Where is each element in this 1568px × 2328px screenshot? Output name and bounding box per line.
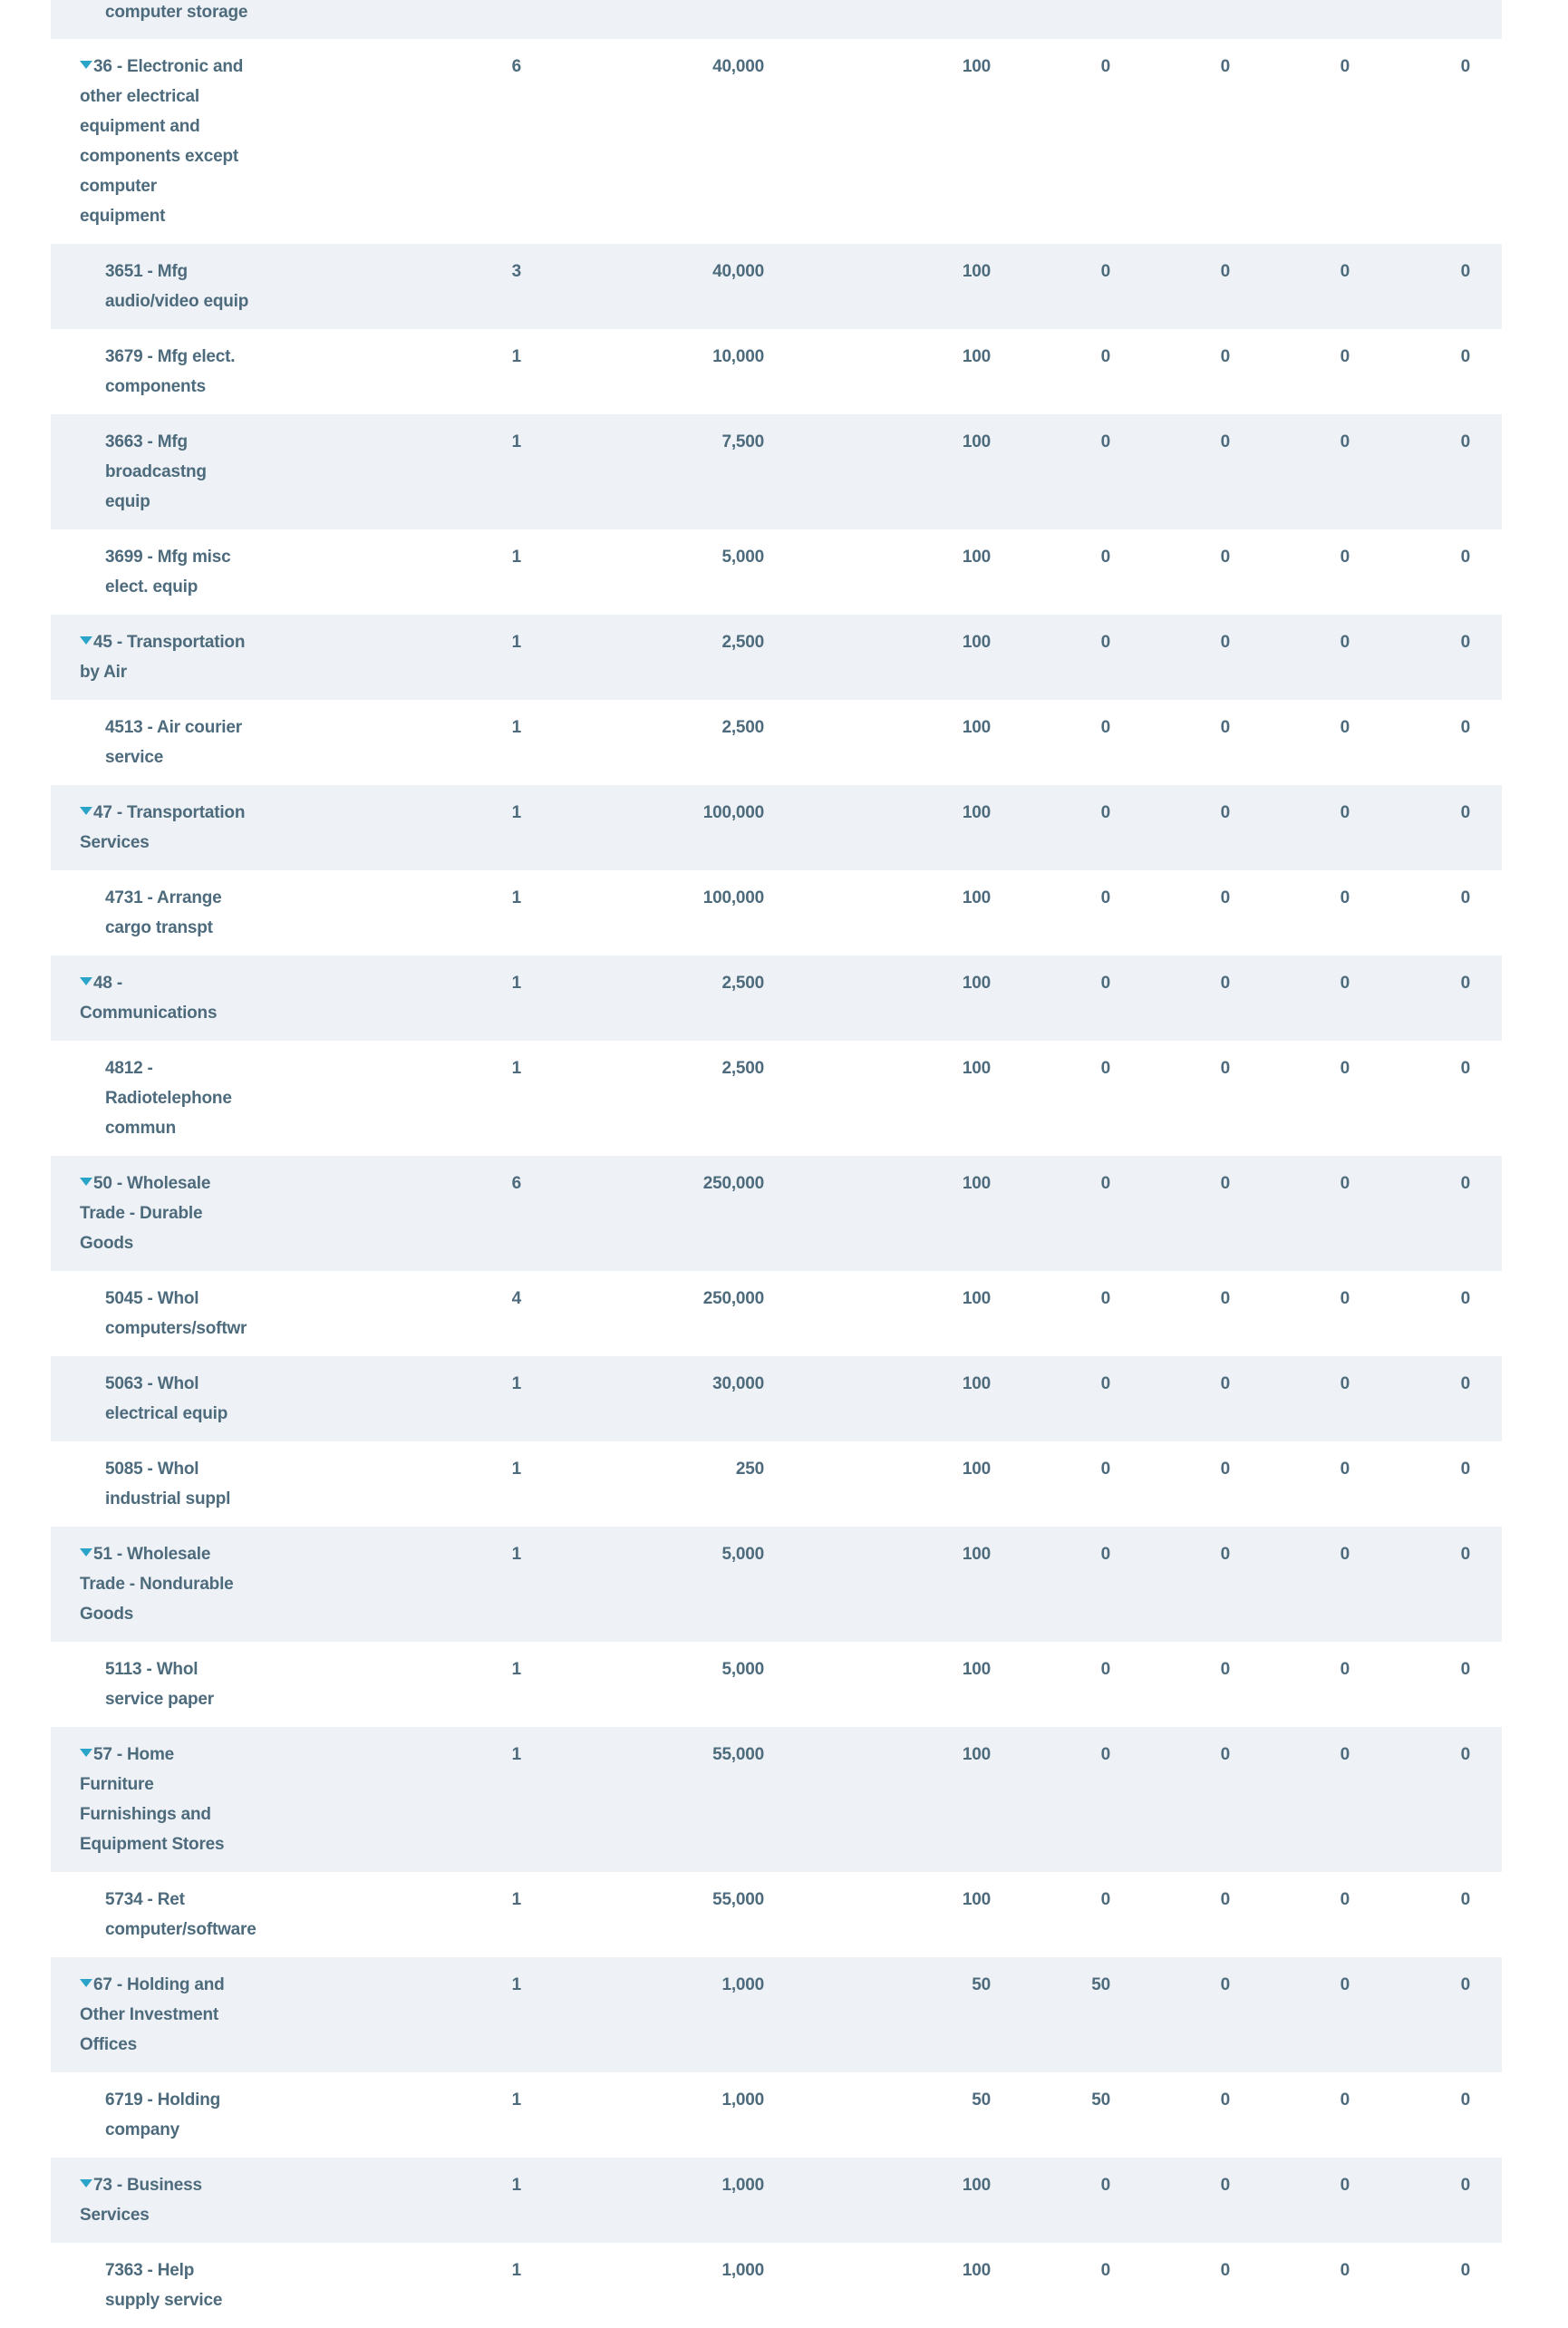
doc-count-cell: 1 [511,1660,521,1679]
industry-group-row[interactable] [51,955,1502,1041]
value-col-5-cell: 0 [1460,548,1470,567]
industry-name-cell [51,1284,386,1343]
value-col-1-cell: 100 [962,1289,991,1308]
shares-cell: 1,000 [721,1975,764,1994]
shares-cell: 250,000 [702,1174,764,1193]
value-col-3-cell: 0 [1220,1975,1230,1994]
value-col-2-cell: 0 [1100,1374,1110,1393]
collapse-triangle-icon[interactable] [80,977,92,985]
industry-name-line: computers/softwr [105,1319,247,1338]
value-col-1-cell: 100 [962,1745,991,1764]
value-col-4-cell: 0 [1340,1174,1350,1193]
industry-name-line: audio/video equip [105,292,249,311]
shares-cell: 1,000 [721,2090,764,2110]
value-col-3-cell: 0 [1220,262,1230,281]
industry-name-line: 36 - Electronic and [80,52,386,82]
value-col-2-cell: 0 [1100,432,1110,451]
industry-name-line: Other Investment [80,2005,219,2024]
industry-name-line: 50 - Wholesale [80,1169,386,1198]
industry-name-line: 5063 - Whol [105,1374,199,1393]
industry-name-line: 67 - Holding and [80,1970,386,2000]
industry-name-line: 47 - Transportation [80,798,386,828]
doc-count-cell: 1 [511,1460,521,1479]
value-col-5-cell: 0 [1460,1745,1470,1764]
industry-name-line: 3679 - Mfg elect. [105,347,236,366]
industry-group-row[interactable] [51,1727,1502,1872]
industry-name-line: elect. equip [105,577,198,597]
value-col-5-cell: 0 [1460,888,1470,907]
industry-name-line: industrial suppl [105,1489,231,1508]
industry-name-line: electrical equip [105,1404,228,1423]
doc-count-cell: 1 [511,803,521,822]
value-col-1-cell: 100 [962,1059,991,1078]
industry-child-row[interactable] [51,1271,1502,1356]
industry-name-line: 3699 - Mfg misc [105,548,231,567]
industry-name-line: commun [105,1119,176,1138]
value-col-3-cell: 0 [1220,1374,1230,1393]
industry-name-line: 7363 - Help [105,2261,195,2280]
industry-name-cell [51,1539,386,1629]
doc-count-cell: 1 [511,548,521,567]
industry-name-cell [51,342,386,402]
industry-name-cell [51,0,386,27]
value-col-2-cell: 0 [1100,347,1110,366]
industry-name-cell [51,1970,386,2060]
value-col-5-cell: 0 [1460,2090,1470,2110]
industry-child-row[interactable] [51,2072,1502,2158]
industry-name-cell [51,1169,386,1258]
doc-count-cell: 4 [511,1289,521,1308]
doc-count-cell: 1 [511,1374,521,1393]
value-col-1-cell: 100 [962,888,991,907]
value-col-4-cell: 0 [1340,974,1350,993]
industry-group-row[interactable] [51,2158,1502,2243]
value-col-4-cell: 0 [1340,1059,1350,1078]
value-col-3-cell: 0 [1220,1289,1230,1308]
value-col-5-cell: 0 [1460,718,1470,737]
shares-cell: 7,500 [721,432,764,451]
value-col-1-cell: 100 [962,432,991,451]
value-col-4-cell: 0 [1340,1660,1350,1679]
value-col-2-cell: 0 [1100,1059,1110,1078]
shares-cell: 55,000 [712,1745,764,1764]
doc-count-cell: 1 [511,1975,521,1994]
industry-name-cell [51,798,386,858]
value-col-5-cell: 0 [1460,1660,1470,1679]
value-col-1-cell: 100 [962,2261,991,2280]
industry-name-cell [51,2085,386,2145]
value-col-1-cell: 100 [962,548,991,567]
industry-name-cell [51,1885,386,1945]
value-col-1-cell: 100 [962,974,991,993]
value-col-5-cell: 0 [1460,1890,1470,1909]
value-col-4-cell: 0 [1340,1745,1350,1764]
shares-cell: 250 [735,1460,764,1479]
value-col-1-cell: 100 [962,803,991,822]
industry-child-row[interactable] [51,1356,1502,1441]
value-col-1-cell: 100 [962,718,991,737]
industry-name-line: 3663 - Mfg [105,432,188,451]
doc-count-cell: 1 [511,718,521,737]
industry-name-cell [51,1654,386,1714]
value-col-1-cell: 100 [962,2176,991,2195]
value-col-5-cell: 0 [1460,1545,1470,1564]
industry-name-line: equipment [80,207,166,226]
industry-name-line: broadcastng [105,462,207,481]
value-col-2-cell: 0 [1100,57,1110,76]
shares-cell: 250,000 [702,1289,764,1308]
value-col-3-cell: 0 [1220,1460,1230,1479]
industry-name-line: other electrical [80,87,199,106]
industry-child-row[interactable] [51,0,1502,39]
shares-cell: 2,500 [721,718,764,737]
doc-count-cell: 1 [511,2176,521,2195]
value-col-2-cell: 0 [1100,2176,1110,2195]
shares-cell: 2,500 [721,974,764,993]
industry-group-row[interactable] [51,1527,1502,1642]
industry-group-row[interactable] [51,785,1502,870]
value-col-5-cell: 0 [1460,1059,1470,1078]
value-col-5-cell: 0 [1460,974,1470,993]
industry-name-line: Radiotelephone [105,1089,232,1108]
value-col-3-cell: 0 [1220,432,1230,451]
value-col-4-cell: 0 [1340,262,1350,281]
industry-name-line: computer/software [105,1920,256,1939]
value-col-4-cell: 0 [1340,432,1350,451]
industry-child-row[interactable] [51,700,1502,785]
doc-count-cell: 1 [511,633,521,652]
value-col-4-cell: 0 [1340,2261,1350,2280]
value-col-4-cell: 0 [1340,1975,1350,1994]
shares-cell: 40,000 [712,57,764,76]
value-col-4-cell: 0 [1340,1460,1350,1479]
shares-cell: 40,000 [712,262,764,281]
value-col-3-cell: 0 [1220,1174,1230,1193]
industry-name-cell [51,968,386,1028]
industry-name-line: Goods [80,1234,134,1253]
value-col-2-cell: 0 [1100,803,1110,822]
value-col-1-cell: 100 [962,1890,991,1909]
industry-name-cell [51,2170,386,2230]
value-col-2-cell: 50 [1091,2090,1110,2110]
industry-child-row[interactable] [51,1041,1502,1156]
industry-name-line: equip [105,492,150,511]
value-col-2-cell: 0 [1100,974,1110,993]
industry-child-row[interactable] [51,1872,1502,1957]
value-col-2-cell: 0 [1100,1174,1110,1193]
value-col-2-cell: 0 [1100,2261,1110,2280]
value-col-2-cell: 0 [1100,262,1110,281]
industry-name-line: service paper [105,1690,214,1709]
value-col-4-cell: 0 [1340,548,1350,567]
value-col-5-cell: 0 [1460,1289,1470,1308]
shares-cell: 100,000 [702,803,764,822]
industry-name-line: 3651 - Mfg [105,262,188,281]
industry-name-cell [51,257,386,316]
industry-child-row[interactable] [51,2243,1502,2328]
doc-count-cell: 1 [511,974,521,993]
value-col-4-cell: 0 [1340,1890,1350,1909]
value-col-3-cell: 0 [1220,1890,1230,1909]
industry-name-line: Communications [80,1004,218,1023]
industry-name-line: company [105,2120,180,2139]
industry-name-line: 4731 - Arrange [105,888,222,907]
value-col-1-cell: 100 [962,1660,991,1679]
industry-name-line: 73 - Business [80,2170,386,2200]
doc-count-cell: 1 [511,432,521,451]
industry-name-line: supply service [105,2291,223,2310]
value-col-3-cell: 0 [1220,1745,1230,1764]
sic-industry-grid [51,0,1502,2328]
value-col-1-cell: 50 [972,1975,991,1994]
industry-name-line: 45 - Transportation [80,627,386,657]
industry-name-line: 5113 - Whol [105,1660,198,1679]
value-col-3-cell: 0 [1220,1545,1230,1564]
value-col-3-cell: 0 [1220,718,1230,737]
industry-name-line: computer [80,177,157,196]
doc-count-cell: 6 [511,57,521,76]
industry-name-line: computer storage [105,3,248,22]
value-col-3-cell: 0 [1220,803,1230,822]
value-col-5-cell: 0 [1460,432,1470,451]
industry-name-line: 51 - Wholesale [80,1539,386,1569]
value-col-2-cell: 0 [1100,718,1110,737]
value-col-3-cell: 0 [1220,347,1230,366]
industry-name-line: by Air [80,663,127,682]
shares-cell: 30,000 [712,1374,764,1393]
value-col-4-cell: 0 [1340,347,1350,366]
value-col-1-cell: 100 [962,633,991,652]
doc-count-cell: 1 [511,1745,521,1764]
value-col-4-cell: 0 [1340,57,1350,76]
industry-name-line: components except [80,147,239,166]
value-col-5-cell: 0 [1460,1174,1470,1193]
doc-count-cell: 1 [511,2261,521,2280]
value-col-4-cell: 0 [1340,1289,1350,1308]
value-col-4-cell: 0 [1340,888,1350,907]
value-col-4-cell: 0 [1340,2176,1350,2195]
industry-name-cell [51,2255,386,2315]
collapse-triangle-icon[interactable] [80,636,92,645]
industry-name-line: 57 - Home [80,1740,386,1770]
doc-count-cell: 1 [511,1059,521,1078]
value-col-3-cell: 0 [1220,2176,1230,2195]
value-col-2-cell: 0 [1100,633,1110,652]
collapse-triangle-icon[interactable] [80,2179,92,2187]
value-col-5-cell: 0 [1460,1460,1470,1479]
industry-child-row[interactable] [51,1441,1502,1527]
value-col-1-cell: 50 [972,2090,991,2110]
industry-child-row[interactable] [51,414,1502,529]
shares-cell: 2,500 [721,1059,764,1078]
shares-cell: 1,000 [721,2261,764,2280]
value-col-1-cell: 100 [962,1374,991,1393]
industry-name-line: 5734 - Ret [105,1890,185,1909]
value-col-5-cell: 0 [1460,57,1470,76]
industry-name-line: service [105,748,164,767]
industry-child-row[interactable] [51,870,1502,955]
industry-name-line: 5045 - Whol [105,1289,199,1308]
value-col-4-cell: 0 [1340,1374,1350,1393]
industry-name-line: 48 - [80,968,386,998]
value-col-2-cell: 0 [1100,548,1110,567]
value-col-2-cell: 0 [1100,1289,1110,1308]
industry-name-cell [51,1740,386,1859]
industry-name-line: Offices [80,2035,138,2054]
industry-group-row[interactable] [51,1957,1502,2072]
value-col-3-cell: 0 [1220,888,1230,907]
value-col-5-cell: 0 [1460,1975,1470,1994]
value-col-5-cell: 0 [1460,347,1470,366]
industry-name-cell [51,52,386,231]
shares-cell: 2,500 [721,633,764,652]
industry-child-row[interactable] [51,1642,1502,1727]
industry-group-row[interactable] [51,39,1502,244]
value-col-2-cell: 0 [1100,1890,1110,1909]
shares-cell: 5,000 [721,548,764,567]
shares-cell: 10,000 [712,347,764,366]
industry-name-cell [51,627,386,687]
value-col-2-cell: 0 [1100,1545,1110,1564]
value-col-2-cell: 0 [1100,1660,1110,1679]
doc-count-cell: 1 [511,1545,521,1564]
value-col-5-cell: 0 [1460,262,1470,281]
value-col-3-cell: 0 [1220,2090,1230,2110]
shares-cell: 5,000 [721,1545,764,1564]
industry-name-line: 5085 - Whol [105,1460,199,1479]
industry-child-row[interactable] [51,529,1502,615]
industry-name-line: Furnishings and [80,1805,211,1824]
industry-name-line: Goods [80,1605,134,1624]
value-col-4-cell: 0 [1340,1545,1350,1564]
industry-name-cell [51,713,386,772]
value-col-2-cell: 0 [1100,1460,1110,1479]
industry-name-line: Services [80,833,150,852]
value-col-1-cell: 100 [962,1460,991,1479]
industry-name-cell [51,1053,386,1143]
industry-child-row[interactable] [51,329,1502,414]
industry-name-line: 4513 - Air courier [105,718,242,737]
value-col-1-cell: 100 [962,57,991,76]
industry-name-line: Trade - Nondurable [80,1575,234,1594]
collapse-triangle-icon[interactable] [80,807,92,815]
industry-name-line: Services [80,2206,150,2225]
collapse-triangle-icon[interactable] [80,1178,92,1186]
value-col-5-cell: 0 [1460,633,1470,652]
industry-name-cell [51,1454,386,1514]
value-col-5-cell: 0 [1460,803,1470,822]
industry-name-line: Equipment Stores [80,1835,225,1854]
value-col-3-cell: 0 [1220,2261,1230,2280]
doc-count-cell: 3 [511,262,521,281]
collapse-triangle-icon[interactable] [80,61,92,69]
shares-cell: 5,000 [721,1660,764,1679]
value-col-3-cell: 0 [1220,548,1230,567]
value-col-1-cell: 100 [962,1545,991,1564]
doc-count-cell: 1 [511,347,521,366]
doc-count-cell: 1 [511,2090,521,2110]
value-col-1-cell: 100 [962,347,991,366]
doc-count-cell: 6 [511,1174,521,1193]
value-col-2-cell: 50 [1091,1975,1110,1994]
industry-name-line: Trade - Durable [80,1204,203,1223]
doc-count-cell: 1 [511,888,521,907]
value-col-4-cell: 0 [1340,2090,1350,2110]
industry-name-cell [51,542,386,602]
industry-group-row[interactable] [51,615,1502,700]
industry-group-row[interactable] [51,1156,1502,1271]
value-col-2-cell: 0 [1100,888,1110,907]
shares-cell: 1,000 [721,2176,764,2195]
collapse-triangle-icon[interactable] [80,1749,92,1757]
value-col-5-cell: 0 [1460,1374,1470,1393]
collapse-triangle-icon[interactable] [80,1548,92,1557]
collapse-triangle-icon[interactable] [80,1979,92,1987]
value-col-3-cell: 0 [1220,1660,1230,1679]
value-col-3-cell: 0 [1220,57,1230,76]
value-col-3-cell: 0 [1220,633,1230,652]
value-col-5-cell: 0 [1460,2261,1470,2280]
industry-name-line: cargo transpt [105,918,213,937]
industry-name-line: equipment and [80,117,200,136]
value-col-5-cell: 0 [1460,2176,1470,2195]
industry-name-line: components [105,377,206,396]
value-col-3-cell: 0 [1220,1059,1230,1078]
industry-child-row[interactable] [51,244,1502,329]
shares-cell: 100,000 [702,888,764,907]
industry-name-line: 6719 - Holding [105,2090,221,2110]
value-col-1-cell: 100 [962,262,991,281]
industry-name-line: Furniture [80,1775,154,1794]
industry-name-cell [51,427,386,517]
industry-name-cell [51,1369,386,1429]
value-col-4-cell: 0 [1340,633,1350,652]
value-col-4-cell: 0 [1340,803,1350,822]
industry-name-line: 4812 - [105,1059,153,1078]
value-col-1-cell: 100 [962,1174,991,1193]
doc-count-cell: 1 [511,1890,521,1909]
shares-cell: 55,000 [712,1890,764,1909]
value-col-2-cell: 0 [1100,1745,1110,1764]
value-col-3-cell: 0 [1220,974,1230,993]
value-col-4-cell: 0 [1340,718,1350,737]
industry-name-cell [51,883,386,943]
